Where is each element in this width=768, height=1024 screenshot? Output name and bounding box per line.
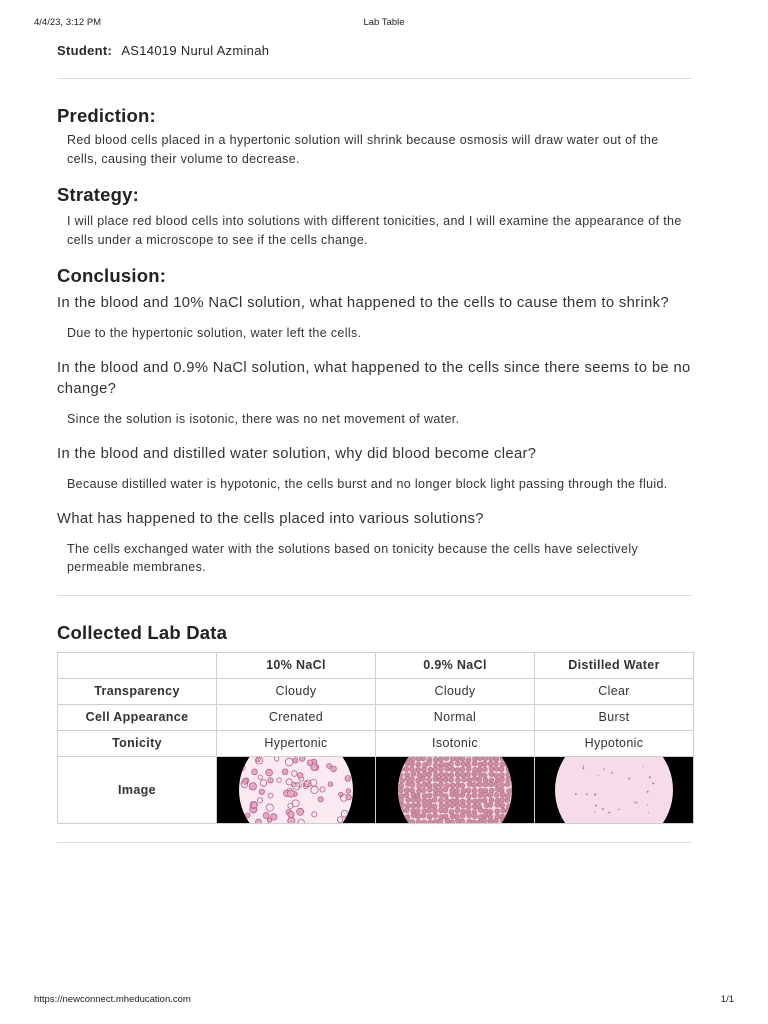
cell-mark bbox=[450, 819, 455, 822]
cell-mark bbox=[439, 807, 444, 812]
cell-mark bbox=[466, 788, 471, 793]
qa-item bbox=[57, 444, 692, 494]
debris-mark bbox=[611, 772, 613, 774]
cell-mark bbox=[318, 796, 323, 801]
cell-mark bbox=[271, 813, 277, 819]
cell-mark bbox=[467, 799, 472, 804]
cell-mark bbox=[450, 792, 455, 797]
cell-mark bbox=[311, 763, 318, 770]
cell-mark bbox=[488, 802, 493, 807]
cell-mark bbox=[449, 809, 454, 814]
cell-mark bbox=[433, 819, 438, 823]
cell-mark bbox=[427, 808, 432, 813]
cell-mark bbox=[483, 812, 488, 817]
cell-mark bbox=[433, 767, 438, 772]
prediction-heading: Prediction: bbox=[57, 105, 156, 126]
cell-mark bbox=[482, 761, 487, 766]
debris-mark bbox=[647, 790, 649, 792]
cell-mark bbox=[449, 772, 454, 777]
cell-mark bbox=[439, 782, 444, 787]
cell-mark bbox=[288, 811, 294, 817]
conclusion-section bbox=[57, 265, 692, 577]
row-header: Image bbox=[58, 756, 217, 823]
student-value: AS14019 Nurul Azminah bbox=[121, 43, 270, 58]
table-cell: Hypotonic bbox=[535, 730, 694, 756]
table-cell: Crenated bbox=[217, 704, 376, 730]
cell-mark bbox=[443, 787, 448, 792]
cell-mark bbox=[416, 757, 421, 761]
cell-mark bbox=[466, 766, 471, 771]
student-label: Student: bbox=[57, 43, 113, 58]
cell-mark bbox=[416, 808, 421, 813]
cell-mark bbox=[268, 777, 273, 782]
table-row bbox=[58, 678, 694, 704]
debris-mark bbox=[649, 776, 651, 778]
cell-mark bbox=[256, 819, 262, 823]
debris-mark bbox=[595, 804, 597, 806]
debris-mark bbox=[598, 774, 599, 775]
cell-mark bbox=[489, 757, 494, 761]
cell-mark bbox=[499, 766, 504, 771]
print-url: https://newconnect.mheducation.com bbox=[34, 994, 191, 1005]
cell-mark bbox=[427, 777, 432, 782]
cell-mark bbox=[410, 782, 415, 787]
cell-mark bbox=[438, 766, 443, 771]
cell-mark bbox=[421, 757, 426, 761]
cell-mark bbox=[438, 819, 443, 823]
cell-mark bbox=[416, 767, 421, 772]
cell-mark bbox=[400, 778, 405, 783]
cell-mark bbox=[489, 771, 494, 776]
answer-text: Since the solution is isotonic, there was no net movement of water. bbox=[67, 411, 460, 426]
cell-mark bbox=[472, 771, 477, 776]
table-cell: Isotonic bbox=[376, 730, 535, 756]
conclusion-heading: Conclusion: bbox=[57, 265, 167, 286]
debris-mark bbox=[583, 765, 584, 766]
cell-mark bbox=[438, 777, 443, 782]
cell-mark bbox=[460, 757, 465, 761]
cell-mark bbox=[427, 793, 432, 798]
cell-mark bbox=[450, 783, 455, 788]
cell-mark bbox=[404, 766, 409, 771]
cell-mark bbox=[439, 772, 444, 777]
cell-mark bbox=[495, 809, 500, 814]
image-cell bbox=[376, 756, 535, 823]
cell-mark bbox=[494, 781, 499, 786]
cell-mark bbox=[501, 808, 506, 813]
cell-mark bbox=[494, 766, 499, 771]
cell-mark bbox=[449, 761, 454, 766]
cell-mark bbox=[443, 777, 448, 782]
cell-mark bbox=[460, 792, 465, 797]
cell-mark bbox=[416, 802, 421, 807]
cell-mark bbox=[411, 812, 416, 817]
cell-mark bbox=[421, 776, 426, 781]
cell-mark bbox=[346, 788, 351, 793]
cell-mark bbox=[422, 803, 427, 808]
cell-mark bbox=[249, 782, 256, 789]
cell-mark bbox=[398, 788, 403, 793]
image-cell bbox=[535, 756, 694, 823]
strategy-section bbox=[57, 184, 692, 249]
cell-mark bbox=[445, 818, 450, 823]
cell-mark bbox=[455, 767, 460, 772]
cell-mark bbox=[494, 761, 499, 766]
cell-mark bbox=[460, 767, 465, 772]
print-footer bbox=[34, 994, 734, 1005]
microscope-image-burst bbox=[535, 757, 693, 823]
cell-mark bbox=[445, 766, 450, 771]
lab-data-title: Collected Lab Data bbox=[57, 621, 228, 643]
cell-mark bbox=[405, 787, 410, 792]
cell-mark bbox=[456, 777, 461, 782]
question-text: What has happened to the cells placed into various solutions? bbox=[57, 510, 484, 527]
cell-mark bbox=[467, 781, 472, 786]
cell-mark bbox=[471, 819, 476, 822]
table-cell: Clear bbox=[535, 678, 694, 704]
cell-mark bbox=[411, 803, 416, 808]
cell-mark bbox=[416, 813, 421, 818]
lab-data-table bbox=[57, 652, 694, 824]
cell-mark bbox=[399, 783, 404, 788]
cell-mark bbox=[422, 793, 427, 798]
cell-mark bbox=[500, 797, 505, 802]
cell-mark bbox=[256, 757, 261, 762]
qa-item bbox=[57, 293, 692, 343]
qa-item bbox=[57, 358, 692, 429]
cell-mark bbox=[488, 809, 493, 814]
cell-mark bbox=[328, 781, 333, 786]
table-row bbox=[58, 756, 694, 823]
cell-mark bbox=[483, 757, 488, 761]
cell-mark bbox=[483, 792, 488, 797]
cell-mark bbox=[427, 799, 432, 804]
image-cell bbox=[217, 756, 376, 823]
cell-mark bbox=[505, 797, 510, 802]
debris-mark bbox=[648, 812, 649, 813]
cell-mark bbox=[445, 803, 450, 808]
row-header: Cell Appearance bbox=[58, 704, 217, 730]
debris-mark bbox=[652, 782, 654, 784]
student-row bbox=[57, 42, 692, 62]
cell-mark bbox=[300, 757, 305, 761]
cell-mark bbox=[460, 783, 465, 788]
question-text: In the blood and 10% NaCl solution, what happened to the cells to cause them to shrink? bbox=[57, 295, 670, 311]
cell-mark bbox=[263, 812, 269, 818]
cell-mark bbox=[410, 819, 415, 822]
cell-mark bbox=[422, 782, 427, 787]
prediction-section bbox=[57, 105, 692, 168]
cell-mark bbox=[489, 797, 494, 802]
cell-mark bbox=[293, 757, 298, 762]
cell-mark bbox=[411, 771, 416, 776]
cell-mark bbox=[472, 788, 477, 793]
cell-mark bbox=[422, 819, 427, 822]
cell-mark bbox=[455, 788, 460, 793]
cell-mark bbox=[506, 777, 511, 782]
cell-mark bbox=[500, 761, 505, 766]
answer-text: The cells exchanged water with the solutions based on tonicity because the cells have selectively permeable membranes. bbox=[67, 541, 639, 574]
cell-mark bbox=[444, 772, 449, 777]
cell-mark bbox=[411, 797, 416, 802]
cell-mark bbox=[455, 802, 460, 807]
cell-mark bbox=[488, 819, 493, 823]
cell-mark bbox=[409, 776, 414, 781]
cell-mark bbox=[505, 781, 510, 786]
strategy-heading: Strategy: bbox=[57, 184, 139, 205]
cell-mark bbox=[433, 813, 438, 818]
cell-mark bbox=[404, 807, 409, 812]
cell-mark bbox=[445, 798, 450, 803]
cell-mark bbox=[422, 767, 427, 772]
cell-mark bbox=[472, 793, 477, 798]
debris-mark bbox=[608, 811, 610, 813]
cell-mark bbox=[478, 788, 483, 793]
cell-mark bbox=[433, 792, 438, 797]
divider bbox=[57, 595, 692, 596]
debris-mark bbox=[594, 811, 595, 812]
print-datetime: 4/4/23, 3:12 PM bbox=[34, 17, 102, 28]
cell-mark bbox=[417, 783, 422, 788]
cell-mark bbox=[455, 760, 460, 765]
debris-mark bbox=[604, 768, 605, 769]
cell-mark bbox=[460, 819, 465, 823]
cell-mark bbox=[410, 761, 415, 766]
cell-mark bbox=[406, 797, 411, 802]
cell-mark bbox=[421, 787, 426, 792]
cell-mark bbox=[416, 778, 421, 783]
cell-mark bbox=[482, 818, 487, 823]
cell-mark bbox=[297, 772, 303, 778]
row-header: Transparency bbox=[58, 678, 217, 704]
cell-mark bbox=[428, 819, 433, 822]
cell-mark bbox=[416, 797, 421, 802]
cell-mark bbox=[421, 813, 426, 818]
cell-mark bbox=[500, 792, 505, 797]
cell-mark bbox=[482, 797, 487, 802]
column-header: 10% NaCl bbox=[217, 652, 376, 678]
cell-mark bbox=[438, 787, 443, 792]
debris-mark bbox=[594, 793, 596, 795]
cell-mark bbox=[467, 813, 472, 818]
cell-mark bbox=[345, 775, 351, 781]
debris-mark bbox=[575, 793, 577, 795]
cell-mark bbox=[455, 808, 460, 813]
cell-mark bbox=[438, 798, 443, 803]
cell-mark bbox=[450, 802, 455, 807]
column-header: Distilled Water bbox=[535, 652, 694, 678]
cell-mark bbox=[489, 766, 494, 771]
divider bbox=[57, 842, 692, 843]
cell-mark bbox=[466, 772, 471, 777]
cell-mark bbox=[427, 814, 432, 819]
debris-mark bbox=[618, 808, 619, 809]
divider bbox=[57, 78, 692, 79]
cell-mark bbox=[411, 757, 416, 762]
cell-mark bbox=[399, 797, 404, 802]
table-row bbox=[58, 730, 694, 756]
cell-mark bbox=[259, 789, 264, 794]
cell-mark bbox=[331, 766, 337, 772]
cell-mark bbox=[266, 769, 273, 776]
cell-mark bbox=[439, 803, 444, 808]
cell-mark bbox=[473, 813, 478, 818]
cell-mark bbox=[455, 793, 460, 798]
cell-mark bbox=[450, 766, 455, 771]
cell-mark bbox=[500, 803, 505, 808]
cell-mark bbox=[438, 757, 443, 762]
cell-mark bbox=[434, 762, 439, 767]
cell-mark bbox=[500, 782, 505, 787]
debris-mark bbox=[586, 793, 588, 795]
cell-mark bbox=[493, 818, 498, 822]
cell-mark bbox=[422, 808, 427, 813]
cell-mark bbox=[460, 813, 465, 818]
column-header bbox=[58, 652, 217, 678]
cell-mark bbox=[455, 757, 460, 761]
cell-mark bbox=[427, 760, 432, 765]
debris-mark bbox=[647, 804, 648, 805]
cell-mark bbox=[455, 772, 460, 777]
cell-mark bbox=[466, 757, 471, 762]
cell-mark bbox=[443, 808, 448, 813]
cell-mark bbox=[482, 773, 487, 778]
cell-mark bbox=[433, 808, 438, 813]
cell-mark bbox=[488, 792, 493, 797]
answer-text: Because distilled water is hypotonic, the cells burst and no longer block light passing through the fluid. bbox=[67, 477, 668, 491]
debris-mark bbox=[643, 766, 644, 767]
lab-report bbox=[57, 42, 692, 843]
lab-data-section bbox=[57, 622, 692, 824]
cell-mark bbox=[472, 782, 477, 787]
column-header: 0.9% NaCl bbox=[376, 652, 535, 678]
row-header: Tonicity bbox=[58, 730, 217, 756]
question-text: In the blood and 0.9% NaCl solution, what happened to the cells since there seems to be no change? bbox=[57, 359, 691, 397]
cell-mark bbox=[404, 792, 409, 797]
table-header-row bbox=[58, 652, 694, 678]
table-cell: Cloudy bbox=[217, 678, 376, 704]
table-row bbox=[58, 704, 694, 730]
table-cell: Cloudy bbox=[376, 678, 535, 704]
question-text: In the blood and distilled water solution, why did blood become clear? bbox=[57, 446, 537, 462]
cell-mark bbox=[443, 793, 448, 798]
microscope-image-normal bbox=[376, 757, 534, 823]
cell-mark bbox=[477, 819, 482, 822]
cell-mark bbox=[287, 789, 294, 796]
cell-mark bbox=[346, 794, 351, 799]
cell-mark bbox=[488, 761, 493, 766]
debris-mark bbox=[583, 767, 585, 769]
cell-mark bbox=[467, 819, 472, 823]
cell-mark bbox=[405, 761, 410, 766]
table-cell: Hypertonic bbox=[217, 730, 376, 756]
debris-mark bbox=[636, 801, 638, 803]
print-title: Lab Table bbox=[363, 17, 405, 28]
microscope-image-crenated bbox=[217, 757, 375, 823]
cell-mark bbox=[444, 757, 449, 761]
cell-mark bbox=[494, 792, 499, 797]
cell-mark bbox=[246, 812, 251, 817]
cell-mark bbox=[433, 783, 438, 788]
debris-mark bbox=[628, 777, 630, 779]
cell-mark bbox=[416, 762, 421, 767]
cell-mark bbox=[422, 798, 427, 803]
cell-mark bbox=[428, 787, 433, 792]
answer-text: Due to the hypertonic solution, water left the cells. bbox=[67, 326, 362, 340]
cell-mark bbox=[282, 768, 288, 774]
cell-mark bbox=[478, 757, 483, 761]
cell-mark bbox=[461, 803, 466, 808]
cell-mark bbox=[477, 777, 482, 782]
cell-mark bbox=[488, 781, 493, 786]
debris-mark bbox=[634, 801, 635, 802]
cell-mark bbox=[297, 808, 304, 815]
cell-mark bbox=[466, 804, 471, 809]
cell-mark bbox=[478, 792, 483, 797]
cell-mark bbox=[495, 802, 500, 807]
cell-mark bbox=[417, 788, 422, 793]
cell-mark bbox=[461, 761, 466, 766]
strategy-text: I will place red blood cells into solutions with different tonicities, and I will examine the appearance of the cells under a microscope to see if the cells change. bbox=[67, 214, 682, 247]
cell-mark bbox=[477, 781, 482, 786]
qa-item bbox=[57, 509, 692, 577]
table-cell: Normal bbox=[376, 704, 535, 730]
cell-mark bbox=[427, 772, 432, 777]
cell-mark bbox=[462, 777, 467, 782]
cell-mark bbox=[410, 766, 415, 771]
cell-mark bbox=[483, 782, 488, 787]
cell-mark bbox=[449, 777, 454, 782]
cell-mark bbox=[432, 797, 437, 802]
debris-mark bbox=[602, 808, 604, 810]
cell-mark bbox=[433, 757, 438, 762]
cell-mark bbox=[500, 776, 505, 781]
cell-mark bbox=[482, 766, 487, 771]
cell-mark bbox=[477, 798, 482, 803]
cell-mark bbox=[461, 772, 466, 777]
cell-mark bbox=[252, 768, 258, 774]
cell-mark bbox=[494, 773, 499, 778]
cell-mark bbox=[478, 807, 483, 812]
cell-mark bbox=[479, 814, 484, 819]
prediction-text: Red blood cells placed in a hypertonic solution will shrink because osmosis will draw water out of the cells, causing their volume to decrease. bbox=[67, 133, 659, 166]
cell-mark bbox=[288, 817, 295, 823]
cell-mark bbox=[472, 776, 477, 781]
cell-mark bbox=[494, 757, 499, 761]
print-page-number: 1/1 bbox=[720, 994, 734, 1005]
cell-mark bbox=[416, 819, 421, 822]
table-cell: Burst bbox=[535, 704, 694, 730]
print-header bbox=[34, 17, 734, 28]
cell-mark bbox=[466, 793, 471, 798]
cell-mark bbox=[472, 799, 477, 804]
cell-mark bbox=[433, 776, 438, 781]
cell-mark bbox=[428, 767, 433, 772]
cell-mark bbox=[472, 761, 477, 766]
cell-mark bbox=[478, 771, 483, 776]
